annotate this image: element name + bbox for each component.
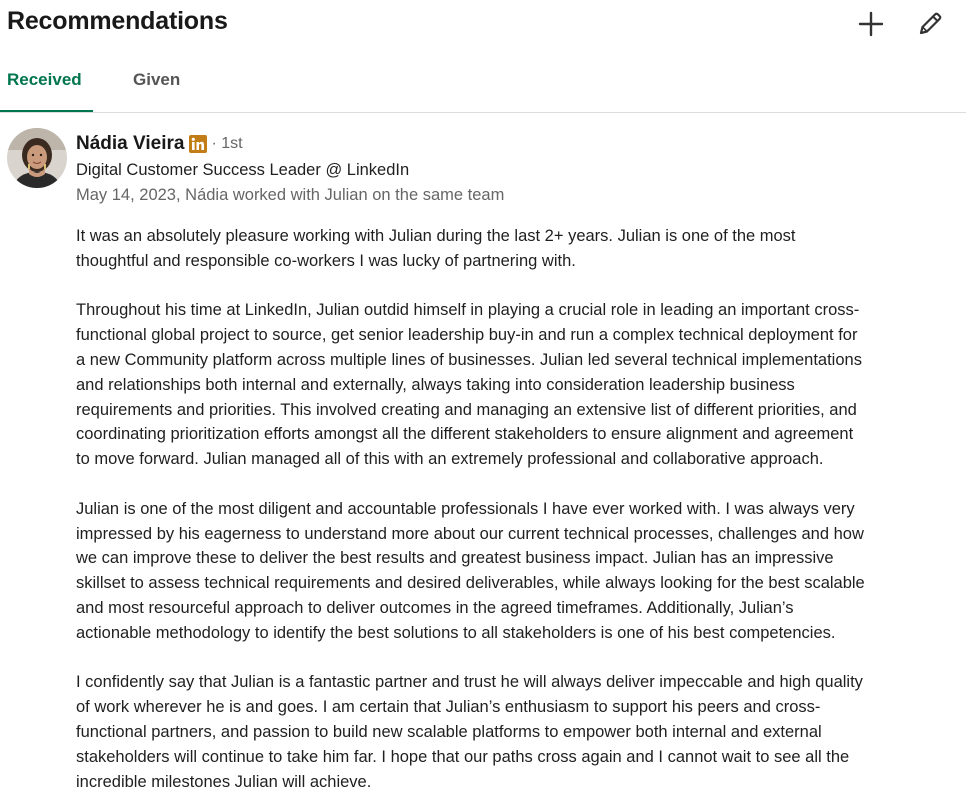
page-title: Recommendations	[7, 7, 228, 35]
text-line: a new Community platform across multiple lines of businesses. Julian led several technical implementations	[76, 350, 862, 369]
text-line: coordinating prioritization efforts amongst all the different stakeholders to ensure alignment and agreement	[76, 425, 854, 444]
plus-icon	[858, 11, 884, 37]
tab-received[interactable]	[0, 58, 93, 112]
text-line: stakeholders will continue to take him far. I hope that our paths cross again and I cannot wait to see all the	[76, 747, 850, 766]
add-recommendation-button[interactable]	[853, 6, 889, 42]
text-line: impressed by his eagerness to understand more about our current technical processes, challenges and how	[76, 524, 864, 543]
text-line: functional partners, and passion to build new scalable platforms to empower both internal and external	[76, 722, 822, 741]
text-line: Julian is one of the most diligent and accountable professionals I have ever worked with. I was always very	[76, 499, 855, 518]
author-title: Digital Customer Success Leader @ LinkedIn	[76, 161, 410, 179]
author-name[interactable]: Nádia Vieira	[76, 133, 185, 154]
page-header	[0, 0, 966, 48]
recommendation-paragraph	[76, 670, 948, 794]
text-line: and relationships both internal and externally, always taking into consideration leadership business	[76, 375, 795, 394]
avatar[interactable]	[7, 128, 67, 188]
text-line: functional global project to source, get senior leadership buy-in and run a complex technical deployment for	[76, 326, 858, 345]
recommendation-paragraph	[76, 497, 948, 646]
tab-received-label: Received	[7, 70, 82, 89]
connection-degree: · 1st	[211, 135, 243, 152]
text-line: incredible milestones Julian will achieve.	[76, 772, 372, 791]
text-line: of work wherever he is and goes. I am certain that Julian’s enthusiasm to support his peers and cross-	[76, 698, 821, 717]
recommendation-meta: May 14, 2023, Nádia worked with Julian on the same team	[76, 186, 505, 204]
text-line: It was an absolutely pleasure working with Julian during the last 2+ years. Julian is one of the most	[76, 227, 796, 245]
pencil-icon	[916, 10, 944, 38]
tab-given-label: Given	[133, 70, 181, 89]
edit-recommendations-button[interactable]	[912, 6, 948, 42]
linkedin-badge-icon	[189, 135, 207, 153]
avatar-photo	[7, 128, 67, 188]
text-line: and most resourceful approach to deliver outcomes in the agreed timeframes. Additionally, Julian’s	[76, 598, 794, 617]
recommendation-text	[76, 224, 948, 795]
recommendation-tabs	[0, 58, 966, 113]
text-line: to move forward. Julian managed all of this with an extremely professional and collaborative approach.	[76, 450, 824, 469]
text-line: we can improve these to deliver the best results and greatest business impact. Julian has an impressive	[76, 549, 834, 568]
text-line: Throughout his time at LinkedIn, Julian outdid himself in playing a crucial role in leading an important cross-	[76, 301, 860, 320]
author-line	[76, 132, 243, 156]
recommendation-paragraph	[76, 224, 948, 274]
text-line: skillset to assess technical requirements and desired deliverables, while always looking for the best scalable	[76, 574, 865, 593]
text-line: actionable methodology to identify the best solutions to all stakeholders is one of his best competencies.	[76, 623, 836, 642]
text-line: thoughtful and responsible co-workers I was lucky of partnering with.	[76, 251, 576, 270]
text-line: requirements and priorities. This involved creating and managing an extensive list of different priorities, and	[76, 400, 857, 419]
text-line: I confidently say that Julian is a fantastic partner and trust he will always deliver impeccable and high quality	[76, 673, 863, 692]
recommendation-paragraph	[76, 298, 948, 472]
tab-given[interactable]	[133, 58, 203, 111]
